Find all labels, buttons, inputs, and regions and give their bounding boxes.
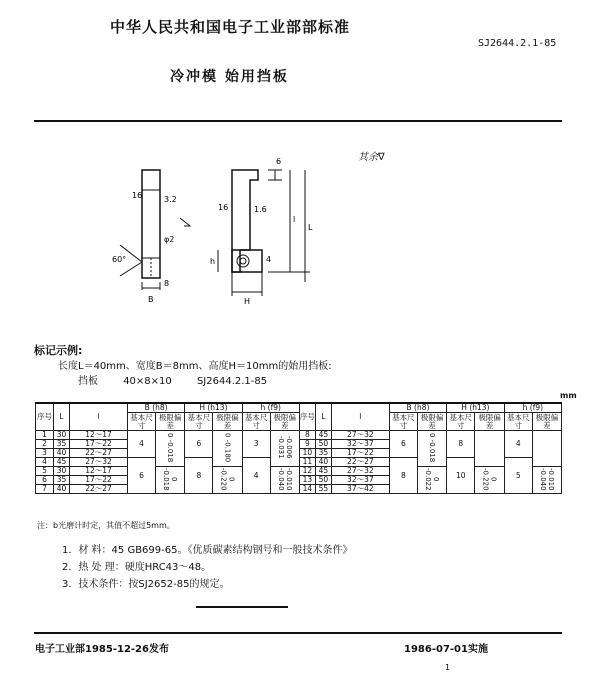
row-L: 45 (54, 458, 70, 467)
left-hh-dev-1-text: -0.006 -0.031 (276, 436, 293, 459)
col-h-2: h (f9) (504, 403, 561, 413)
col-B: B (h8) (128, 403, 185, 413)
example-code: SJ2644.2.1-85 (196, 376, 268, 387)
row-l: 27～32 (331, 467, 389, 476)
col-no: 序号 (36, 403, 54, 431)
right-b-dev-2 (417, 467, 446, 494)
row-no: 13 (299, 476, 315, 485)
right-hh-basic-2: 5 (504, 458, 532, 494)
right-hh-basic-1: 4 (504, 431, 532, 458)
row-no: 3 (36, 449, 54, 458)
left-b-dev-2-text: 0 -0.018 (162, 467, 179, 491)
left-hh-basic-2: 4 (242, 458, 270, 494)
row-no: 4 (36, 458, 54, 467)
left-h-dev-2-text: 0 -0.220 (219, 467, 236, 491)
right-hh-dev-1 (532, 431, 561, 467)
row-l: 17～22 (70, 440, 128, 449)
right-b-basic-2: 8 (389, 458, 417, 494)
right-h-basic-2: 10 (447, 458, 475, 494)
col-H-2: H (h13) (447, 403, 505, 413)
standard-number: SJ2644.2.1-85 (478, 38, 557, 49)
table-note: 注：b光磨计时定，其值不超过5mm。 (37, 521, 175, 530)
row-l: 17～22 (331, 449, 389, 458)
row-l: 27～32 (70, 458, 128, 467)
requirement-heat-treatment: 2．热 处 理：硬度HRC43～48。 (62, 562, 212, 573)
left-h-dev-1-text: 0 -0.180 (223, 432, 232, 463)
row-l: 22～27 (70, 485, 128, 494)
col-l: l (70, 403, 128, 431)
row-l: 32～37 (331, 476, 389, 485)
right-dim-16b: 1.6 (254, 205, 267, 214)
row-l: 12～17 (70, 467, 128, 476)
left-h-basic-1: 6 (185, 431, 213, 458)
row-no: 7 (36, 485, 54, 494)
row-L: 30 (54, 431, 70, 440)
left-dim-16: 16 (132, 191, 143, 200)
left-hh-dev-1 (270, 431, 299, 467)
row-L: 40 (315, 458, 331, 467)
row-no: 8 (299, 431, 315, 440)
sub-dev: 极限偏差 (417, 413, 446, 431)
sub-basic: 基本尺寸 (128, 413, 156, 431)
row-no: 2 (36, 440, 54, 449)
row-L: 50 (315, 476, 331, 485)
right-h-basic-1: 8 (447, 431, 475, 458)
row-L: 50 (315, 440, 331, 449)
left-dim-B: B (148, 295, 154, 304)
col-l-2: l (331, 403, 389, 431)
row-l: 22～27 (70, 449, 128, 458)
row-l: 32～37 (331, 440, 389, 449)
sub-dev: 极限偏差 (270, 413, 299, 431)
row-no: 5 (36, 467, 54, 476)
row-L: 35 (54, 476, 70, 485)
right-h-dev-1 (475, 431, 504, 467)
row-l: 27～32 (331, 431, 389, 440)
right-hh-dev-2 (532, 467, 561, 494)
left-view-plate (142, 170, 160, 278)
body-separator (196, 606, 288, 608)
table-row (36, 431, 562, 440)
left-b-basic-2: 6 (128, 458, 156, 494)
row-no: 1 (36, 431, 54, 440)
sub-dev: 极限偏差 (532, 413, 561, 431)
issued-date: 电子工业部1985-12-26发布 (35, 644, 169, 655)
right-h-dev-2 (475, 467, 504, 494)
requirement-technical: 3．技术条件：按SJ2652-85的规定。 (62, 579, 230, 590)
right-b-dev-2-text: 0 -0.022 (424, 467, 441, 491)
spec-table (35, 402, 562, 494)
standard-title: 中华人民共和国电子工业部部标准 (110, 18, 351, 36)
requirement-material: 1．材 料：45 GB699-65。《优质碳素结构钢号和一般技术条件》 (62, 545, 353, 556)
roughness-note: 其余∇ (358, 152, 385, 163)
right-dim-L: L (308, 223, 313, 232)
col-B-2: B (h8) (389, 403, 446, 413)
right-dim-16: 16 (218, 203, 229, 212)
row-L: 55 (315, 485, 331, 494)
row-no: 11 (299, 458, 315, 467)
left-h-basic-2: 8 (185, 458, 213, 494)
left-dim-angle: 60° (112, 255, 127, 264)
row-l: 37～42 (331, 485, 389, 494)
page-number: 1 (445, 663, 451, 672)
sub-dev: 极限偏差 (213, 413, 242, 431)
left-hh-dev-2 (270, 467, 299, 494)
row-L: 35 (54, 440, 70, 449)
row-L: 45 (315, 431, 331, 440)
right-view-plate (232, 170, 258, 272)
col-L: L (54, 403, 70, 431)
row-no: 12 (299, 467, 315, 476)
right-dim-h: h (210, 257, 216, 266)
technical-drawing (100, 150, 340, 320)
example-spec: 40×8×10 (123, 376, 172, 387)
right-h-dev-2-text: 0 -0.220 (481, 467, 498, 491)
right-dim-l: l (293, 215, 296, 224)
sub-dev: 极限偏差 (156, 413, 185, 431)
left-dim-32: 3.2 (164, 195, 177, 204)
sub-basic: 基本尺寸 (185, 413, 213, 431)
example-name: 挡板 (78, 376, 98, 387)
left-hh-basic-1: 3 (242, 431, 270, 458)
hole-circle (237, 255, 249, 267)
footer-divider (34, 632, 562, 634)
sub-basic: 基本尺寸 (504, 413, 532, 431)
col-L-2: L (315, 403, 331, 431)
row-no: 10 (299, 449, 315, 458)
col-no-2: 序号 (299, 403, 315, 431)
right-dim-H: H (244, 297, 251, 306)
example-marking (78, 372, 289, 387)
unit-label: mm (560, 391, 577, 400)
row-L: 40 (54, 485, 70, 494)
left-b-dev-1-text: 0 -0.018 (166, 432, 175, 463)
left-h-dev-2 (213, 467, 242, 494)
right-dim-4: 4 (266, 255, 272, 264)
row-L: 30 (54, 467, 70, 476)
effective-date: 1986-07-01实施 (404, 644, 488, 655)
row-no: 14 (299, 485, 315, 494)
row-no: 6 (36, 476, 54, 485)
left-h-dev-1 (213, 431, 242, 467)
left-b-dev-2 (156, 467, 185, 494)
example-label: 标记示例: (34, 344, 83, 357)
row-no: 9 (299, 440, 315, 449)
right-b-dev-1-text: 0 -0.018 (428, 432, 437, 463)
row-l: 17～22 (70, 476, 128, 485)
right-b-basic-1: 6 (389, 431, 417, 458)
sub-dev: 极限偏差 (475, 413, 504, 431)
table-row (36, 467, 562, 476)
sub-basic: 基本尺寸 (242, 413, 270, 431)
right-hh-dev-2-text: -0.010 -0.040 (538, 467, 555, 491)
left-dim-8: 8 (164, 279, 170, 288)
left-hh-dev-2-text: -0.010 -0.040 (276, 467, 293, 491)
right-b-dev-1 (417, 431, 446, 467)
row-l: 22～27 (331, 458, 389, 467)
sub-basic: 基本尺寸 (389, 413, 417, 431)
document-subtitle: 冷冲模 始用挡板 (170, 69, 289, 85)
row-L: 40 (54, 449, 70, 458)
left-b-basic-1: 4 (128, 431, 156, 458)
sub-basic: 基本尺寸 (447, 413, 475, 431)
row-l: 12～17 (70, 431, 128, 440)
left-dim-phi2: φ2 (164, 235, 175, 244)
right-dim-6: 6 (276, 157, 282, 166)
row-L: 35 (315, 449, 331, 458)
left-b-dev-1 (156, 431, 185, 467)
col-h: h (f9) (242, 403, 299, 413)
example-description: 长度L＝40mm、宽度B＝8mm、高度H＝10mm的始用挡板: (58, 361, 332, 372)
header-divider (34, 120, 562, 122)
row-L: 45 (315, 467, 331, 476)
col-H: H (h13) (185, 403, 242, 413)
